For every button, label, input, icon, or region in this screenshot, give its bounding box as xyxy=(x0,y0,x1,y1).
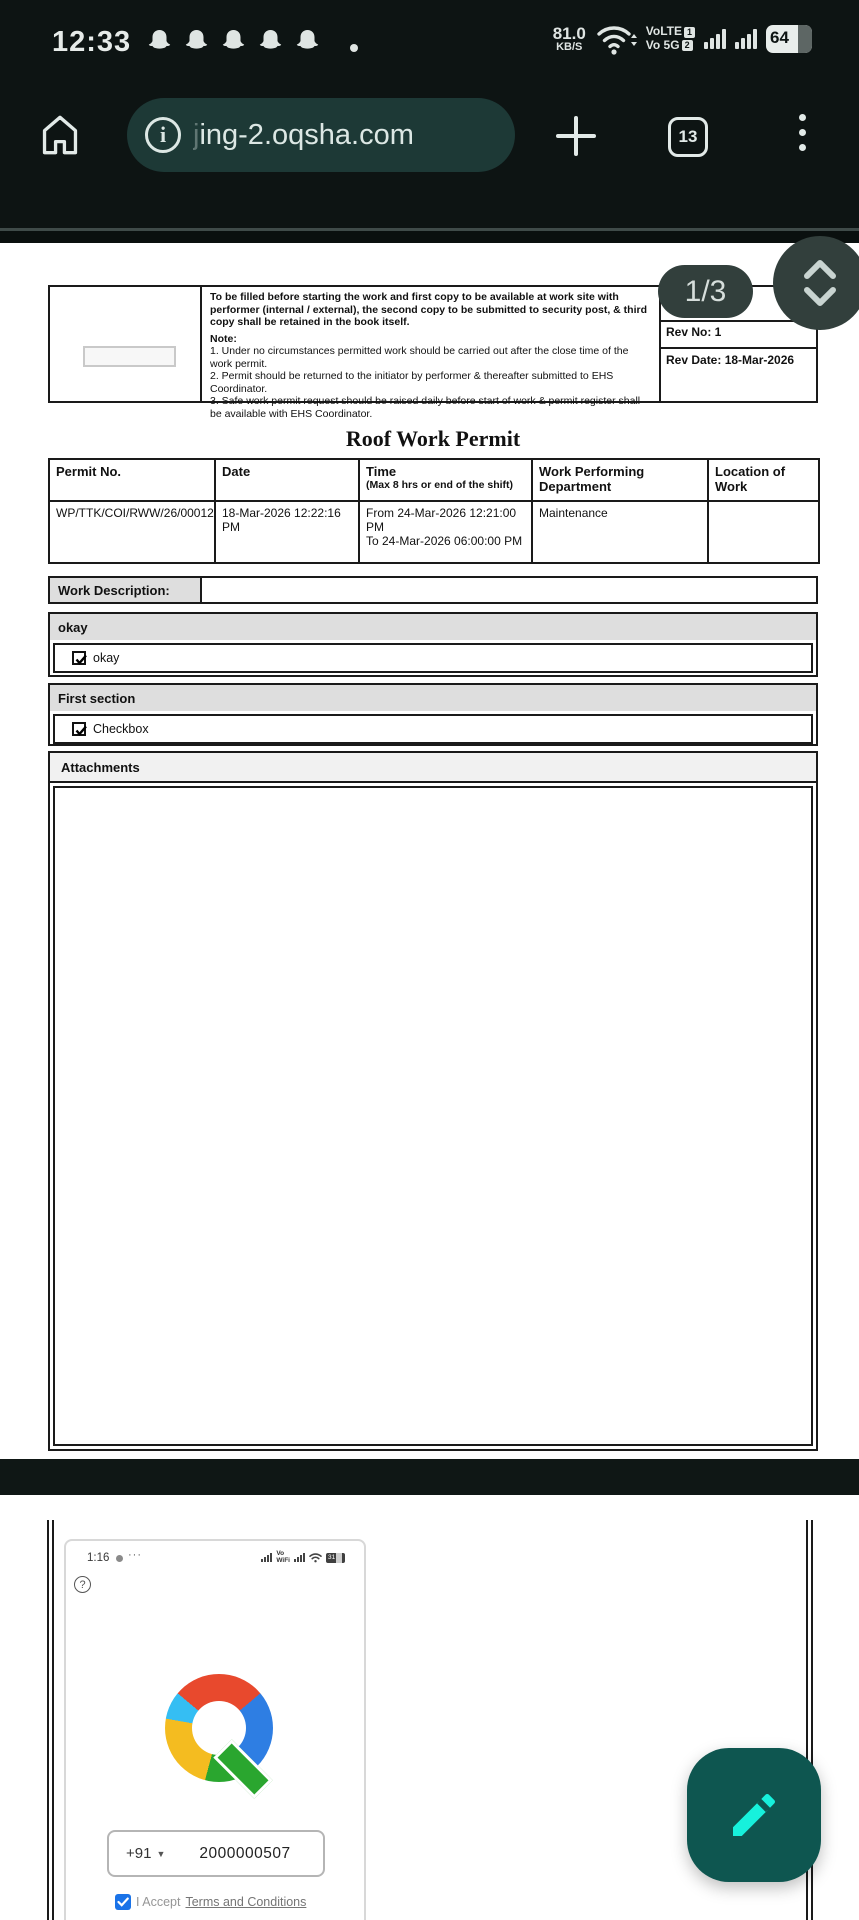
attachments-section xyxy=(48,751,818,1451)
site-info-icon[interactable]: i xyxy=(145,117,181,153)
snapchat-icon xyxy=(294,28,321,59)
rev-no: Rev No: 1 xyxy=(661,322,816,349)
page-separator xyxy=(0,1459,859,1495)
url-bar[interactable] xyxy=(127,98,515,172)
page-scroll-button[interactable] xyxy=(773,236,859,330)
mini-status-bar xyxy=(66,1551,364,1569)
terms-checkbox[interactable] xyxy=(115,1894,131,1910)
col-date: Date xyxy=(215,459,359,501)
more-notifications-dot xyxy=(350,44,358,52)
notification-icons xyxy=(146,28,321,59)
wifi-icon xyxy=(595,22,637,56)
terms-link[interactable]: Terms and Conditions xyxy=(185,1895,307,1909)
phone-number-field[interactable] xyxy=(107,1830,325,1877)
page-title: Roof Work Permit xyxy=(345,426,521,451)
caret-down-icon: ▼ xyxy=(156,1848,166,1859)
chevron-up-icon[interactable] xyxy=(803,258,837,280)
edit-fab[interactable] xyxy=(687,1748,821,1882)
work-description-label: Work Description: xyxy=(50,578,202,602)
page-indicator: 1/3 xyxy=(658,265,753,318)
tab-counter-button[interactable]: 13 xyxy=(668,117,708,157)
home-button[interactable] xyxy=(40,114,80,161)
col-department: Work Performing Department xyxy=(532,459,708,501)
snapchat-icon xyxy=(220,28,247,59)
attachments-label: Attachments xyxy=(50,753,816,783)
page2-border-left-outer xyxy=(47,1520,49,1920)
checkbox-okay-label: okay xyxy=(93,651,120,665)
col-time: Time (Max 8 hrs or end of the shift) xyxy=(359,459,532,501)
mini-vowifi-label: Vo WiFi xyxy=(276,1550,290,1564)
logo-cell xyxy=(50,287,202,401)
browser-menu-button[interactable] xyxy=(799,114,806,151)
checkbox-first-label: Checkbox xyxy=(93,722,149,736)
col-permit-no: Permit No. xyxy=(49,459,215,501)
snapchat-icon xyxy=(146,28,173,59)
note-label: Note: xyxy=(210,332,237,345)
section-okay-row xyxy=(53,643,813,673)
header-instructions: To be filled before starting the work and first copy to be available at work site with performer (internal / external), the second copy to be submitted to security post, & third copy shall be retained in the book itself. xyxy=(210,291,647,328)
mini-signal-bars2 xyxy=(294,1553,305,1562)
section-first-row xyxy=(53,714,813,744)
note-item: 1. Under no circumstances permitted work should be carried out after the close time of the work permit. xyxy=(210,345,629,370)
col-location: Location of Work xyxy=(708,459,819,501)
mini-wifi-icon xyxy=(309,1553,322,1563)
cell-location xyxy=(708,501,819,563)
snapchat-icon xyxy=(183,28,210,59)
checkbox-okay[interactable] xyxy=(72,651,86,665)
table-row xyxy=(49,501,819,563)
checkbox-first[interactable] xyxy=(72,722,86,736)
accept-label: I Accept xyxy=(136,1895,181,1909)
status-right-cluster xyxy=(553,22,812,56)
country-code-select[interactable]: +91 xyxy=(126,1845,152,1862)
attachments-body xyxy=(53,786,813,1446)
note-item: 2. Permit should be returned to the initiator by performer & thereafter submitted to EHS Coordinator. xyxy=(210,370,614,395)
cell-department: Maintenance xyxy=(532,501,708,563)
embedded-screenshot xyxy=(64,1539,366,1920)
snapchat-icon xyxy=(257,28,284,59)
network-speed: 81.0 KB/S xyxy=(552,24,586,53)
work-description-value[interactable] xyxy=(202,578,816,602)
help-icon[interactable]: ? xyxy=(74,1576,91,1593)
section-okay-title: okay xyxy=(50,614,816,640)
mini-signal-bars xyxy=(261,1553,272,1562)
rev-date: Rev Date: 18-Mar-2026 xyxy=(666,353,795,367)
cell-permit-no: WP/TTK/COI/RWW/26/00012 xyxy=(49,501,215,563)
phone-number-value: 2000000507 xyxy=(199,1844,291,1862)
status-time: 12:33 xyxy=(52,26,132,58)
permit-table xyxy=(48,458,820,564)
signal-bars-sim1 xyxy=(704,29,726,49)
chevron-down-icon[interactable] xyxy=(803,286,837,308)
instructions-cell xyxy=(202,287,661,420)
chrome-strip xyxy=(0,231,859,243)
section-first xyxy=(48,683,818,746)
logo-placeholder xyxy=(83,346,176,367)
note-item: 3. Safe work permit request should be raised daily before start of work & permit register shall be available with EHS Coordinator. xyxy=(210,395,641,420)
mini-notification-icon xyxy=(116,1555,123,1562)
battery-indicator: 64 xyxy=(766,25,812,53)
cell-date: 18-Mar-2026 12:22:16 PM xyxy=(215,501,359,563)
url-text: jing-2.oqsha.com xyxy=(193,118,414,151)
pencil-icon xyxy=(726,1787,782,1843)
terms-row xyxy=(115,1894,306,1910)
mini-battery: 31 xyxy=(326,1553,345,1563)
volte-indicator: VoLTE 1 Vo 5G 2 xyxy=(646,25,695,53)
new-tab-button[interactable] xyxy=(556,116,596,156)
mini-time: 1:16 xyxy=(87,1552,110,1564)
section-okay xyxy=(48,612,818,677)
mini-more-icon: ··· xyxy=(128,1549,142,1561)
signal-bars-sim2 xyxy=(735,29,757,49)
work-description-row xyxy=(48,576,818,604)
cell-time: From 24-Mar-2026 12:21:00 PM To 24-Mar-2026 06:00:00 PM xyxy=(359,501,532,563)
section-first-title: First section xyxy=(50,685,816,711)
page2-border-left-inner xyxy=(52,1520,54,1920)
